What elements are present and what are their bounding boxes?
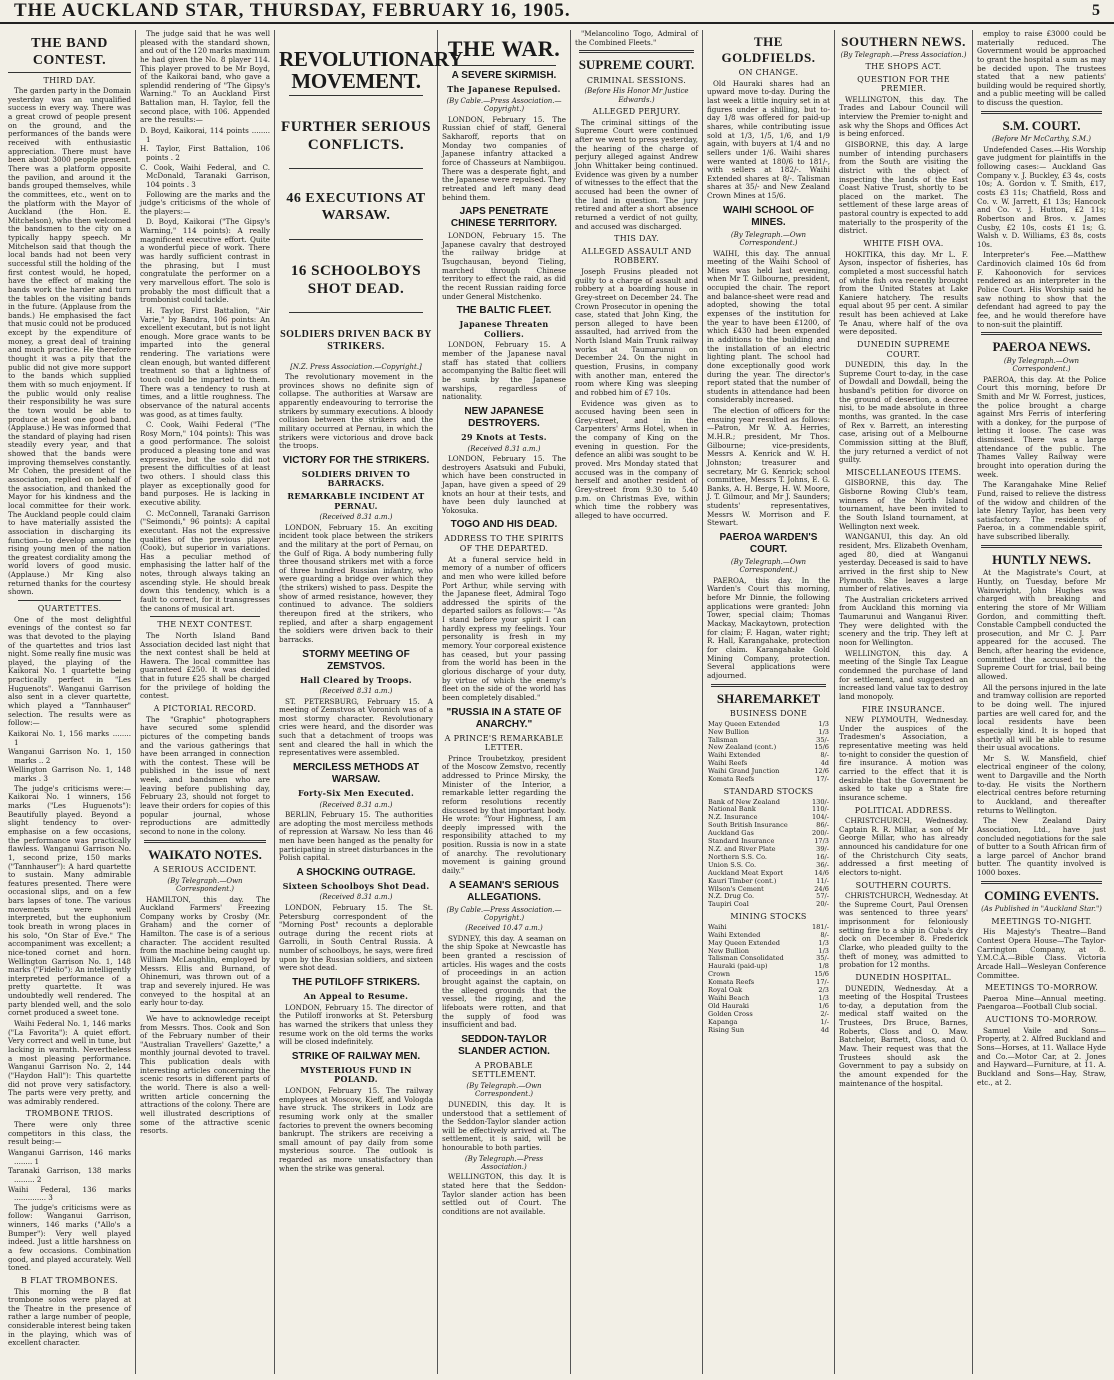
received-line: (Received 8.31 a.m.) — [319, 800, 393, 809]
table-row: Golden Cross 2/- — [708, 1009, 829, 1018]
article-paragraph: Mr S. W. Mansfield, chief electrical engineer of the colony, went to Dargaville and the North to-day. He visits the Northern electrical centres before returning to Auckland, and thereafter returns to Wellington. — [977, 753, 1106, 815]
credit-line: (By Cable.—Press Association.—Copyright.) — [446, 96, 562, 114]
result-item: Wanganui Garrison No. 1, 150 marks .. 2 — [8, 747, 131, 765]
southern-news-headline: SOUTHERN NEWS. — [841, 34, 966, 49]
huntly-news-heading: HUNTLY NEWS. — [992, 551, 1091, 567]
column-the-war — [438, 30, 571, 1374]
article-paragraph: NEW PLYMOUTH, Wednesday. Under the auspices of the Tradesmen's Association, a representative meeting was held to-night to consider the question of fire insurance. A motion was carried to the effect that it is desirable that the Government be asked to take up a State fire insurance scheme. — [839, 715, 968, 802]
table-row: Hauraki (paid-up) 1/8 — [708, 962, 829, 971]
received-line: (Received 8.31 a.m.) — [319, 687, 393, 696]
article-paragraph: The garden party in the Domain yesterday was an unqualified success in every way. There was a great crowd of people present on the ground, and the performances of the bands were received with enthusiastic appreciation. There must have been about 3000 people present. There was a platform opposite the pavilion, and around it the bands grouped themselves, while the committees, etc., went on to the platform with the Mayor of Auckland (the Hon. E. Mitchelson), who then welcomed the bandsmen to the city on a typically happy speech. Mr Mitchelson said that though the local bands had not been very successful still the holding of the first contest would, he hoped, have the effect of making the bands work the harder and turn the tables on the visiting bands in the future. (Applause from the bands.) He emphasised the fact that music could not be produced except by the expenditure of money, a great deal of training and much practice. He therefore thought it was a pity that the public did not give more support to the bands which supplied them with so much enjoyment. If the public would only realise their responsibility he was sure the town would be able to produce at least one good band. (Applause.) He was informed that the standard of playing had risen steadily every year, and that showed that the bands were improving themselves constantly. Mr Cohen, the president of the association, replied on behalf of the association, and thanked the Mayor for his kindness and the local committee for their work. The Auckland people could claim to have materially assisted the association in discharging its function—to develop among the rising young men of the nation the greatest cordiality among the world lovers of good music. (Applause.) Mr King also returned thanks for the courtesy shown. — [8, 86, 131, 597]
before-justice-line: (Before His Honor Mr Justice Edwards.) — [584, 87, 689, 104]
received-line: (Received 8.31 a.m.) — [319, 513, 393, 522]
article-paragraph: "Melancolino Togo, Admiral of the Combined Fleets." — [575, 29, 698, 47]
article-paragraph: D. Boyd, Kaikorai ("The Gipsy's Warning," 114 points): A really magnificent executive effort. Quite a wonderful piece of work. There was hardly sufficient contrast in the phrasing, but I must congratulate the performer on a very marvellous effort. The solo is probably the most difficult that a trombonist could tackle. — [140, 217, 270, 305]
result-item: H. Taylor, First Battalion, 106 points . 2 — [140, 144, 270, 162]
article-paragraph: LONDON, February 15. The St. Petersburg correspondent of the "Morning Post" recounts a deplorable outrage during the recent riots at Garrolli, in South Central Russia. A number of schoolboys, he says, were fired upon by the Russian soldiers, and sixteen were shot dead. — [279, 902, 433, 973]
article-paragraph: Evidence was given as to accused having been seen in Grey-street, and in the Carpenters' Arms Hotel, when in the company of King on the evening in question. For the defence an alibi was sought to be proved. Mrs Monday stated that accused was in the company of herself and another resident of Grey-street from 9.30 to 5.40 p.m. on Christmas Eve, within which time the robbery was alleged to have occurred. — [575, 398, 698, 520]
masthead-title: THE AUCKLAND STAR, THURSDAY, FEBRUARY 16, 1905. — [14, 0, 571, 21]
table-row: Waihi Reefs 4d — [708, 759, 829, 768]
article-paragraph: employ to raise £3000 could be materially reduced. The Government would be approached to grant the hospital a sum as may be decided upon. The trustees stated that a new patients' building would be required shortly, and a public meeting will be called to discuss the question. — [977, 29, 1106, 108]
mining-stocks-table — [707, 924, 830, 1035]
article-paragraph: The Karangahake Mine Relief Fund, raised to relieve the distress of the widow and children of the late Henry Taylor, has been very satisfactory. The residents of Paeroa, in a commendable spirit, have subscribed liberally. — [977, 480, 1106, 542]
table-row: May Queen Extended 1/3 — [708, 719, 829, 728]
result-item: Waihi Federal, 136 marks .............. 3 — [8, 1184, 131, 1203]
article-paragraph: LONDON, February 15. The Japanese cavalry that destroyed the railway bridge at Tsugchausan, beyond Tieling, marched through Chinese territory to effect the raid, as did the recent Russian raiding force under General Mistchenko. — [442, 231, 566, 301]
premier-question-subhead: QUESTION FOR THE PREMIER. — [857, 74, 950, 94]
table-row: Union S.S. Co. 36/- — [708, 860, 829, 869]
article-paragraph: At the Magistrate's Court, at Huntly, on Tuesday, before Mr Wainwright, John Hughes was charged with breaking and entering the store of Mr William Gordon, and committing theft. Constable Campbell conducted the prosecution, and Mr C. J. Parr appeared for the accused. The Bench, after hearing the evidence, committed the accused to the Supreme Court for trial, bail being allowed. — [977, 568, 1106, 682]
column-band-contest-cont — [136, 30, 275, 1374]
table-row: New Bullion 1/3 — [708, 727, 829, 736]
results-list — [8, 730, 131, 784]
assault-robbery-subhead: ALLEGED ASSAULT AND ROBBERY. — [581, 246, 692, 266]
school-of-mines-subhead: WAIHI SCHOOL OF MINES. — [723, 204, 814, 228]
article-paragraph: The election of officers for the ensuing year resulted as follows:—Patron, Mr W. A. Herries, M.H.R.; president, Mr Thos. Gilbourne; vice-presidents, Messrs A. Kenrick and W. H. Johnston; treasurer and secretary, Mr G. Kenrick; school committee, Messrs T. Johns, E. G. Banks, A. H. Berge, H. W. Moore, J. T. Gilmour, and Mr J. Saunders; students' representatives, Messrs W. Morrison and F. Stewart. — [707, 406, 830, 528]
on-change-subhead: ON CHANGE. — [738, 68, 799, 78]
before-magistrate-line: (Before Mr McCarthy, S.M.) — [992, 135, 1091, 144]
article-paragraph: Interpreter's Fee.—Matthew Cardinovich claimed 10s 6d from F. Kahoonovich for services rendered as an interpreter in the Police Court. His Worship said he saw nothing to show that the defendant had agreed to pay the fee, and he would therefore have to non-suit the plaintiff. — [977, 250, 1106, 329]
column-revolutionary-movement — [275, 30, 463, 1374]
result-item: C. Cook, Waihi Federal, and C. McDonald, Taranaki Garrison, 104 points . 3 — [140, 162, 270, 189]
column-goldfields — [703, 30, 835, 1374]
schoolboys-shot-subhead: Sixteen Schoolboys Shot Dead. — [282, 880, 430, 891]
column-southern-news — [835, 30, 973, 1374]
sm-court-heading: S.M. COURT. — [1002, 117, 1081, 133]
criminal-sessions-subhead: CRIMINAL SESSIONS. — [586, 75, 687, 85]
article-paragraph: Prince Troubetzkoy, president of the Moscow Zemstvo, recently addressed to Prince Mirsky, the Minister of the Interior, a remarkable letter regarding the reform resolutions recently discussed by that important body. He wrote: "Your Highness, I am deeply impressed with the responsibility attached to my position. Russia is now in a state of anarchy. The revolutionary movement is gaining ground daily." — [442, 753, 566, 876]
table-row: Auckland Meat Export 14/6 — [708, 868, 829, 877]
credit-line: (By Telegraph.—Own Correspondent.) — [466, 1082, 542, 1099]
table-row: Talisman Consolidated 35/- — [708, 954, 829, 963]
knots-subhead: 29 Knots at Tests. — [461, 431, 547, 442]
result-item: Wanganui Garrison, 146 marks ........ 1 — [8, 1147, 131, 1166]
hall-cleared-subhead: Hall Cleared by Troops. — [299, 674, 413, 685]
article-paragraph: Old Hauraki shares had an upward move to-day. During the last week a little inquiry set in at figures under a shilling, but to-day 1/8 was offered for paid-up shares, while contributing issue sold at 1/3, 1/5, 1/6, and 1/9 again, with buyers at 1/4 and no sellers under 1/6. Waihi shares were wanted at 180/6 to 181/-, with sellers at 182/-. Waihi Extended shares at 8/-. Talisman shares at 35/- and New Zealand Crown Mines at 15/6. — [707, 78, 830, 201]
address-spirits-subhead: ADDRESS TO THE SPIRITS OF THE DEPARTED. — [444, 534, 564, 554]
paeroa-news-heading: PAEROA NEWS. — [992, 339, 1091, 355]
credit-line: (By Telegraph.—Own Correspondent.) — [1003, 356, 1080, 374]
auctions-tomorrow-subhead: AUCTIONS TO-MORROW. — [985, 1015, 1098, 1025]
b-flat-trombones-subhead: B FLAT TROMBONES. — [21, 1275, 118, 1285]
pictorial-record-subhead: A PICTORIAL RECORD. — [153, 704, 257, 713]
prince-letter-subhead: A PRINCE'S REMARKABLE LETTER. — [444, 733, 564, 753]
political-address-subhead: POLITICAL ADDRESS. — [854, 805, 953, 815]
next-contest-subhead: THE NEXT CONTEST. — [157, 620, 253, 630]
table-row: Waihi 181/- — [708, 922, 829, 931]
table-row: Wilson's Cement 24/6 — [708, 884, 829, 893]
table-row: Waihi Beach 1/3 — [708, 993, 829, 1002]
article-paragraph: WAIHI, this day. The annual meeting of the Waihi School of Mines was held last evening, when Mr T. Gilbourne, president, occupied the chair. The report and balance-sheet were read and adopted, showing the total expenses of the institution for the year to have been £1200, of which £430 had been expended in additions to the building and the installation of an electric lighting plant. The school had done exceptionally good work during the year. The director's report stated that the number of students in attendance had been considerably increased. — [707, 248, 830, 405]
japs-penetrate-subhead: JAPS PENETRATE CHINESE TERRITORY. — [450, 206, 558, 230]
article-paragraph: PAEROA, this day. At the Police Court this morning, before Dr Smith and Mr W. Forrest, justices, the police brought a charge against Mrs Ferris of interfering with a donkey, for the purpose of letting it loose. The case was dismissed. There was a large attendance of the public. The Thames Valley Railway were brought into operation during the week. — [977, 374, 1106, 479]
appeal-resume-subhead: An Appeal to Resume. — [303, 990, 409, 1001]
article-paragraph: The judge's criticisms were as follow: Wanganui Garrison, winners, 146 marks ("Allo's a Bumper"): Very well played indeed. Just a little harshness on a few occasions. Combination good, and played accurately. Well toned. — [8, 1202, 131, 1273]
new-destroyers-subhead: NEW JAPANESE DESTROYERS. — [464, 405, 544, 429]
page-number: 5 — [1092, 2, 1100, 19]
further-conflicts-headline: FURTHER SERIOUS CONFLICTS. — [281, 119, 431, 154]
shops-act-subhead: THE SHOPS ACT. — [865, 61, 942, 71]
published-in-line: (As Published in "Auckland Star.") — [981, 905, 1102, 914]
article-paragraph: GISBORNE, this day. A large number of intending purchasers from the South are visiting the district with the object of inspecting the lands of the East Coast Native Trust, shortly to be placed on the market. The settlement of these large areas of pastoral country is expected to add materially to the prosperity of the district. — [839, 139, 968, 236]
article-paragraph: The revolutionary movement in the provinces shows no definite sign of collapse. The authorities at Warsaw are apparently endeavouring to terrorise the strikers by summary executions. A bloody collision between the strikers and the military occurred at Pernau, in which the strikers were victorious and drove back the troops. — [279, 372, 433, 451]
article-paragraph: We have to acknowledge receipt from Messrs. Thos. Cook and Son of the February number of their "Australian Travellers' Gazette," a monthly journal devoted to travel. This publication deals with interesting articles concerning the scenic resorts in different parts of the world. There is also a well-written article concerning the attractions of the colony. There are well illustrated descriptions of some of the attractive scenic resorts. — [140, 1013, 270, 1136]
seaman-allegations-subhead: A SEAMAN'S SERIOUS ALLEGATIONS. — [449, 879, 559, 903]
table-row: Bank of New Zealand 130/- — [708, 797, 829, 806]
table-row: Crown 15/6 — [708, 970, 829, 979]
column-supreme-court — [571, 30, 703, 1374]
table-row: Northern S.S. Co. 16/- — [708, 852, 829, 861]
credit-line: [N.Z. Press Association.—Copyright.] — [290, 362, 422, 371]
executions-headline: 46 EXECUTIONS AT WARSAW. — [286, 191, 426, 223]
credit-line: (By Telegraph.—Own Correspondent.) — [167, 876, 243, 894]
revolutionary-headline: REVOLUTIONARY MOVEMENT. — [279, 47, 463, 94]
table-row: Old Hauraki 1/6 — [708, 1001, 829, 1010]
article-paragraph: HAMILTON, this day. The Auckland Farmers' Freezing Company works by Crosby (Mr. Graham) and the corner of Hamilton. The case is of a serious character. The accident resulted from the machine being caught up. William McLaughlin, employed by Messrs. Ellis and Burnand, of Ohinemuri, was thrown out of a trap and severely injured. He was conveyed to the hospital at an early hour to-day. — [140, 894, 270, 1008]
article-paragraph: DUNEDIN, this day. It is understood that a settlement of the Seddon-Taylor slander action will be effectively arrived at. The settlement, it is said, will be honourable to both parties. — [442, 1099, 566, 1153]
table-row: National Bank 110/- — [708, 805, 829, 814]
article-paragraph: This morning the B flat trombone solos were played at the Theatre in the presence of rather a large number of people, considerable interest being taken in the playing, which was of excellent character. — [8, 1286, 131, 1348]
soldiers-barracks-subhead: SOLDIERS DRIVEN TO BARRACKS. — [301, 468, 411, 489]
pernau-subhead: REMARKABLE INCIDENT AT PERNAU. — [287, 491, 425, 511]
received-line: (Received 8.31 a.m.) — [319, 893, 393, 902]
mysterious-fund-subhead: MYSTERIOUS FUND IN POLAND. — [300, 1064, 412, 1085]
schoolboys-headline: 16 SCHOOLBOYS SHOT DEAD. — [290, 262, 422, 297]
article-paragraph: H. Taylor, First Battalion, "Air Varie," by Bandra, 106 points: An excellent executant, but is not light enough. More grace wants to be imparted into the general rendering. The variations were clean enough, but wanted different treatment so that a lightness of touch could be imparted to them. There was a tendency to rush at times, and a little roughness. The observance of the natural accents was good, as at times faulty. — [140, 305, 270, 419]
table-row: South British Insurance 86/- — [708, 821, 829, 830]
table-row: New Bullion 1/3 — [708, 946, 829, 955]
article-paragraph: SYDNEY, this day. A seaman on the ship Spoke at Newcastle has been granted a rescission of articles. His wages and the costs of proceedings in an action brought against the captain, on the alleged grounds that the vessel, the rigging, and the lifeboats were rotten, and that the supply of food was insufficient and bad. — [442, 933, 566, 1030]
serious-accident-subhead: A SERIOUS ACCIDENT. — [153, 865, 257, 875]
this-day-subhead: THIS DAY. — [614, 234, 659, 244]
miscellaneous-subhead: MISCELLANEOUS ITEMS. — [845, 467, 962, 477]
received-line: (Received 10.47 a.m.) — [465, 924, 543, 933]
article-paragraph: BERLIN, February 15. The authorities are adopting the most merciless methods of repression at Warsaw. No less than 46 men have been hanged as the penalty for participating in street disturbances in the Polish capital. — [279, 810, 433, 863]
table-row: Waihi Extended 8/- — [708, 751, 829, 760]
severe-skirmish-subhead: A SEVERE SKIRMISH. — [451, 70, 557, 82]
table-row: Komata Reefs 17/- — [708, 978, 829, 987]
credit-line: (By Telegraph.—Press Association.) — [464, 1154, 544, 1172]
putiloff-strikers-subhead: THE PUTILOFF STRIKERS. — [292, 976, 420, 988]
column-band-contest — [4, 30, 136, 1374]
credit-line: (By Telegraph.—Own Correspondent.) — [730, 558, 807, 575]
credit-line: (By Cable.—Press Association.—Copyright.) — [446, 905, 562, 923]
masthead — [0, 0, 1114, 24]
article-paragraph: CHRISTCHURCH, Wednesday. At the Supreme Court, Paul Orensen was sentenced to three years' imprisonment for feloniously setting fire to a ship in Cuba's dry dock on December 8. Frederick Clarke, who pleaded guilty to the theft of money, was admitted to probation for 12 months. — [839, 891, 968, 970]
the-war-headline: THE WAR. — [447, 36, 561, 61]
railway-strike-subhead: STRIKE OF RAILWAY MEN. — [291, 1050, 421, 1062]
article-paragraph: LONDON, February 15. The director of the Putiloff ironworks at St. Petersburg has warned the strikers that unless they resume work on the old terms the works will be closed indefinitely. — [279, 1002, 433, 1047]
victory-strikers-subhead: VICTORY FOR THE STRIKERS. — [282, 454, 430, 466]
result-item: Taranaki Garrison, 138 marks ......... 2 — [8, 1166, 131, 1184]
dunedin-court-subhead: DUNEDIN SUPREME COURT. — [856, 340, 951, 359]
table-row: Kauri Timber (cont.) 11/- — [708, 876, 829, 885]
table-row: Auckland Gas 200/- — [708, 829, 829, 838]
article-paragraph: GISBORNE, this day. The Gisborne Rowing Club's team, winners of the North Island tournament, have been invited to the South Island tournament, at Wellington next week. — [839, 478, 968, 531]
table-row: Waihi Grand Junction 12/6 — [708, 767, 829, 776]
table-row: Kapanga 1/- — [708, 1017, 829, 1026]
result-item: Kaikorai No. 1, 156 marks ........ 1 — [8, 728, 131, 747]
zemstvos-subhead: STORMY MEETING OF ZEMSTVOS. — [302, 648, 410, 672]
results-list — [8, 1149, 131, 1203]
mining-stocks-subhead: MINING STOCKS — [730, 912, 807, 922]
probable-settlement-subhead: A PROBABLE SETTLEMENT. — [471, 1060, 537, 1080]
credit-line: (By Telegraph.—Press Association.) — [840, 50, 967, 59]
article-paragraph: WELLINGTON, this day. The Trades and Labour Council will interview the Premier to-night and ask why the Shops and Offices Act is being enforced. — [839, 94, 968, 139]
article-paragraph: The criminal sittings of the Supreme Court were continued after we went to press yesterday, the hearing of the charge of perjury alleged against Andrew John Whittaker being continued. Evidence was given by a number of witnesses to the effect that the accused had been the owner of the land in question. The jury retired and after a short absence returned a verdict of not guilty, and accused was discharged. — [575, 117, 698, 231]
third-day-subhead: THIRD DAY. — [43, 75, 96, 85]
fire-insurance-subhead: FIRE INSURANCE. — [861, 704, 946, 714]
table-row: Taupiri Coal 20/- — [708, 900, 829, 909]
slander-action-subhead: SEDDON-TAYLOR SLANDER ACTION. — [458, 1033, 550, 1057]
article-paragraph: The Australian cricketers arrived from Auckland this morning via Taumarunui and Wanganui River. They were delighted with the scenery and the trip. They left at noon for Wellington. — [839, 594, 968, 648]
white-fish-subhead: WHITE FISH OVA. — [863, 239, 944, 249]
russia-anarchy-subhead: "RUSSIA IN A STATE OF ANARCHY." — [446, 706, 562, 730]
article-paragraph: Undefended Cases.—His Worship gave judgment for plaintiffs in the following cases:— Auckland Gas Company v. J. Buckley, £3 4s, costs 10s; A. Gordon v. T. Smith, £17, costs £3 11s; Chatfield, Ross and Co. v. W. Jarrett, £1 13s; Hancock and Co. v. J. Hutton, £2 11s; Robertson and Bros. v. James Cusby, £2 10s, costs £1 1s; G. Walsh v. D. Williams, £3 8s, costs 10s. — [977, 144, 1106, 249]
result-item: Wellington Garrison No. 1, 148 marks . 3 — [8, 765, 131, 784]
article-paragraph: DUNEDIN, this day. In the Supreme Court to-day, in the case of Dowdall and Dowdall, being the husband's petition for divorce on the ground of desertion, a decree nisi, to be made absolute in three months, was granted. In the case of Rex v. Barrett, an interesting case, arising out of a Melbourne Commission sitting at the Bluff, the jury returned a verdict of not guilty. — [839, 360, 968, 465]
received-line: (Received 8.31 a.m.) — [467, 444, 541, 453]
article-paragraph: Paeroa Mine—Annual meeting. Paengaroa—Football Club social. — [977, 993, 1106, 1012]
supreme-court-heading: SUPREME COURT. — [578, 57, 695, 73]
article-paragraph: There were only three competitors in this class, the result being:— — [8, 1120, 131, 1147]
table-row: Waihi Extended 8/- — [708, 930, 829, 939]
business-done-table — [707, 721, 830, 784]
article-paragraph: CHRISTCHURCH, Wednesday. Captain R. R. Millar, a son of Mr George Millar, who has already announced his candidature for one of the Christchurch City seats, addressed a first meeting of electors to-night. — [839, 816, 968, 877]
coming-events-heading: COMING EVENTS. — [984, 887, 1099, 903]
meetings-tomorrow-subhead: MEETINGS TO-MORROW. — [984, 983, 1099, 993]
article-paragraph: Following are the marks and the judge's criticisms of the whole of the players:— — [140, 189, 270, 216]
article-paragraph: Waihi Federal No. 1, 146 marks ("La Favorita"): A quiet effort. Very correct and well in tune, but lacking in warmth. Nevertheless a most pleasing performance. Wanganui Garrison No. 2, 144 ("Haydon Hall"): This quartette did not prove very satisfactory. The parts were very pretty, and was admirably rendered. — [8, 1019, 131, 1106]
article-paragraph: LONDON, February 15. A member of the Japanese naval staff has stated that colliers accompanying the Baltic fleet will be sunk by the Japanese warships, regardless of nationality. — [442, 340, 566, 402]
southern-courts-subhead: SOUTHERN COURTS. — [855, 880, 952, 890]
article-paragraph: LONDON, February 15. The railway employees at Moscow, Kieff, and Vologda have struck. The strikers in Lodz are resuming work only at the smaller factories to prevent the owners becoming bankrupt. The strikers are receiving a small amount of pay daily from some mysterious source. The outlook is regarded as more unsatisfactory than when the strike was general. — [279, 1085, 433, 1173]
article-paragraph: One of the most delightful evenings of the contest so far was that devoted to the playing of the quartettes and trios last night. Some really fine music was played, the playing of the Kaikorai No. 1 quartette being practically perfect in "Les Huguenots". Wanganui Garrison also sent in a clever quartette, which played a "Tannhauser" selection. The results were as follow:— — [8, 614, 131, 728]
article-paragraph: Samuel Vaile and Sons—Property, at 2. Alfred Buckland and Sons—Horses, at 11. Wallace Hyde and Co.—Motor Car, at 2. Jones and Hayward—Furniture, at 11. A. Buckland and Sons—Hay, Straw, etc., at 2. — [977, 1025, 1106, 1087]
article-paragraph: His Majesty's Theatre—Band Contest Opera House—The Taylor-Carrington Company, at 8. Y.M.C.A.—Bible Class. Victoria Arcade Hall—Wesleyan Conference Committee. — [977, 927, 1106, 980]
dunedin-hospital-subhead: DUNEDIN HOSPITAL. — [855, 972, 952, 982]
soldiers-driven-headline: SOLDIERS DRIVEN BACK BY STRIKERS. — [280, 328, 432, 352]
article-paragraph: WELLINGTON, this day. A meeting of the Single Tax League condemned the purchase of land for settlement, and suggested an increased land value tax to destroy land monopoly. — [839, 648, 968, 701]
article-paragraph: WELLINGTON, this day. It is stated here that the Seddon-Taylor slander action has been settled out of Court. The conditions are not available. — [442, 1172, 566, 1217]
togo-dead-subhead: TOGO AND HIS DEAD. — [450, 519, 558, 531]
credit-line: (By Telegraph.—Own Correspondent.) — [730, 230, 807, 248]
table-row: May Queen Extended 1/3 — [708, 938, 829, 947]
article-paragraph: LONDON, February 15. The Russian chief of staff, General Sakharoff, reports that on Monday two companies of Japanese infantry attacked a force of Chasseurs at Nambiigou. There was a desperate fight, and the Japanese were repulsed. They retreated and left many dead behind them. — [442, 114, 566, 202]
table-row: Talisman 35/- — [708, 735, 829, 744]
table-row: N.Z. and River Plate 39/- — [708, 844, 829, 853]
standard-stocks-table — [707, 799, 830, 910]
article-paragraph: HOKITIKA, this day. Mr L. F. Ayson, inspector of fisheries, has completed a most successful hatch of white fish ova recently brought from the United States at Lake Kaniere hatchery. The results equal about 95 per cent. A similar result has been achieved at Lake Te Anau, where half of the ova were deposited. — [839, 249, 968, 337]
results-list — [140, 127, 270, 189]
band-contest-headline: THE BAND CONTEST. — [8, 36, 131, 73]
warden-court-subhead: PAEROA WARDEN'S COURT. — [719, 532, 818, 556]
article-paragraph: All the persons injured in the late and tramway collision are reported to be doing well. The injured parties are well cared for, and the local residents have been especially kind. It is hoped that shortly all will be able to resume their usual avocations. — [977, 682, 1106, 753]
merciless-methods-subhead: MERCILESS METHODS AT WARSAW. — [292, 762, 420, 786]
business-done-subhead: BUSINESS DONE — [729, 709, 808, 719]
standard-stocks-subhead: STANDARD STOCKS — [723, 786, 814, 796]
article-paragraph: The New Zealand Dairy Association, Ltd., have just concluded negotiations for the sale of butter to a South African firm of a large parcel of Anchor brand butter. The quantity involved is 1000 boxes. — [977, 816, 1106, 878]
shocking-outrage-subhead: A SHOCKING OUTRAGE. — [296, 866, 416, 878]
article-paragraph: DUNEDIN, Wednesday. At a meeting of the Hospital Trustees to-day, a deputation from the medical staff waited on the Trustees, Drs Bruce, Barnes, Roberts, Closs and O. Maw. Batchelor, Barnett, Closs, and O. Maw. Their request was that the Trustees should ask the Government to pay a subsidy on the amount expended for the maintenance of the hospital. — [839, 983, 968, 1088]
japanese-repulsed-subhead: The Japanese Repulsed. — [447, 84, 561, 95]
forty-six-executed-subhead: Forty-Six Men Executed. — [297, 788, 415, 799]
waikato-notes-heading: WAIKATO NOTES. — [148, 846, 262, 862]
article-paragraph: Joseph Frusins pleaded not guilty to a charge of assault and robbery at a boarding house in Grey-street on December 24. The Crown Prosecutor in opening the case, stated that John King, the person alleged to have been assaulted, had arrived from the North Island Main Trunk railway works at Taumarunui on December 24. On the night in question, Frusins, in company with another man, entered the room where King was sleeping and robbed him of £7 10s. — [575, 266, 698, 397]
threaten-colliers-subhead: Japanese Threaten Colliers. — [459, 319, 549, 339]
article-paragraph: The "Graphic" photographers have secured some splendid pictures of the competing bands and the various gatherings that have been arranged in connection with the contest. These will be published in the issue of next week, and bandsmen who are leaving before publishing day, February 23, should not forget to leave their orders for copies of this popular journal, whose reproductions are admittedly second to none in the colony. — [140, 714, 270, 836]
article-paragraph: LONDON, February 15. The destroyers Asatsuki and Fubuki, which have been constructed in Japan, have given a speed of 29 knots an hour at their tests, and have been duly launched at Yokosuka. — [442, 453, 566, 515]
table-row: New Zealand (cont.) 15/6 — [708, 743, 829, 752]
table-row: Standard Insurance 17/3 — [708, 837, 829, 846]
column-local-news — [973, 30, 1110, 1374]
result-item: D. Boyd, Kaikorai, 114 points ........ 1 — [140, 126, 270, 144]
sharemarket-heading: SHAREMARKET — [716, 690, 821, 706]
baltic-fleet-subhead: THE BALTIC FLEET. — [456, 305, 552, 317]
article-paragraph: The judge's criticisms were:— Kaikorai No. 1 winners, 156 marks ("Les Huguenots"): Beautifully played. Beyond a slight tendency to over-emphasise on a few occasions, the performance was practically flawless. Wanganui Garrison No. 1, second prize, 150 marks ("Tannhauser"): A hard quartette to sustain. Many admirable features presented. There were occasional slips, and on a few bars lapses of tone. The various movements were well interpreted, but the euphonium took breath in wrong places in his solo, "On Star of Eve." The accompaniment was excellent; a nice-toned cornet and horn. Wellington Garrison No. 1, 148 marks ("Fidelio"): An intelligently interpreted performance of a pretty quartette. It was undoubtedly well rendered. The party blended well, and the solo cornet produced a sweet tone. — [8, 783, 131, 1018]
article-paragraph: WANGANUI, this day. An old resident, Mrs. Elizabeth Ovenham, aged 80, died at Wanganui yesterday. Deceased is said to have arrived in the first ship to New Plymouth. She leaves a large number of relatives. — [839, 532, 968, 594]
article-paragraph: ST. PETERSBURG, February 15. A meeting of Zemstvos at Voronich was of a most stormy character. Revolutionary cries were heard, and the disorder was such that a detachment of troops was sent and cleared the hall in which the representatives were assembled. — [279, 696, 433, 758]
goldfields-headline: THE GOLDFIELDS. — [721, 34, 816, 65]
table-row: Komata Reefs 17/- — [708, 775, 829, 784]
article-paragraph: The North Island Band Association decided last night that the next contest shall be held at Hawera. The local committee has guaranteed £250. It was decided that in future £25 shall be charged for the privilege of holding the contest. — [140, 630, 270, 701]
article-paragraph: LONDON, February 15. An exciting incident took place between the strikers and the military at the port of Pernau, on the Gulf of Riga. A body numbering fully three thousand strikers met with a force of three hundred Russian infantry, who were guarding a bridge over which they (the strikers) wished to pass. Despite the show of armed resistance, however, they continued to advance. The soldiers thereupon fired at the strikers, who replied, and after a sharp engagement the soldiers were driven back to their barracks. — [279, 522, 433, 644]
meetings-tonight-subhead: MEETINGS TO-NIGHT. — [991, 916, 1092, 926]
table-row: Rising Sun 4d — [708, 1025, 829, 1034]
article-paragraph: At a funeral service held in memory of a number of officers and men who were killed before Port Arthur, while serving with the Japanese fleet, Admiral Togo addressed the spirits of the departed sailors as follows:— "As I stand before your spirit I can hardly express my feelings. Your personality is fresh in my memory. Your corporeal existence has ceased, but your passing from the world has been in the glorious discharge of your duty, by virtue of which the enemy's fleet on the side of the world has been completely disabled." — [442, 554, 566, 702]
quartettes-subhead: QUARTETTES. — [37, 603, 102, 613]
article-paragraph: C. McConnell, Taranaki Garrison ("Seimondi," 96 points): A capital executant. Has not the expressive qualities of the previous player (Cook), but superior in variations. Has a peculiar method of emphasising the latter half of the notes, through always taking an ascending style. He should break down this tendency, which is a fault to correct, for it transgresses the canons of musical art. — [140, 508, 270, 613]
article-paragraph: The judge said that he was well pleased with the standard shown, and out of the 120 marks maximum he had given the No. 8 player 114. This player proved to be Mr Boyd, of the Kaikorai band, who gave a splendid rendering of "The Gipsy's Warning." To an Auckland First Battalion man, H. Taylor, fell the second place, with 106. Appended are the results:— — [140, 29, 270, 125]
trombone-trios-subhead: TROMBONE TRIOS. — [25, 1109, 114, 1119]
alleged-perjury-subhead: ALLEGED PERJURY. — [592, 107, 681, 117]
table-row: N.Z. Drug Co. 57/- — [708, 892, 829, 901]
table-row: N.Z. Insurance 104/- — [708, 813, 829, 822]
article-paragraph: C. Cook, Waihi Federal ("The Rosy Morn," 104 points): This was a good performance. The soloist produced a pleasing tone and was expressive, but the solo did not present the difficulties of at least two others. I should class this player as exceptionally good for band purposes. He is lacking in executive ability. — [140, 420, 270, 507]
table-row: Royal Oak 2/3 — [708, 986, 829, 995]
article-paragraph: PAEROA, this day. In the Warden's Court this morning, before Mr Dinnie, the following applications were granted: John Tower, special claim; Thomas Mackay, Mackaytown, protection for claim; F. Hagan, water right; R. Hall, Karangahake, protection for claim. Karangahake Gold Mining Company, protection. Several applications were adjourned. — [707, 575, 830, 680]
